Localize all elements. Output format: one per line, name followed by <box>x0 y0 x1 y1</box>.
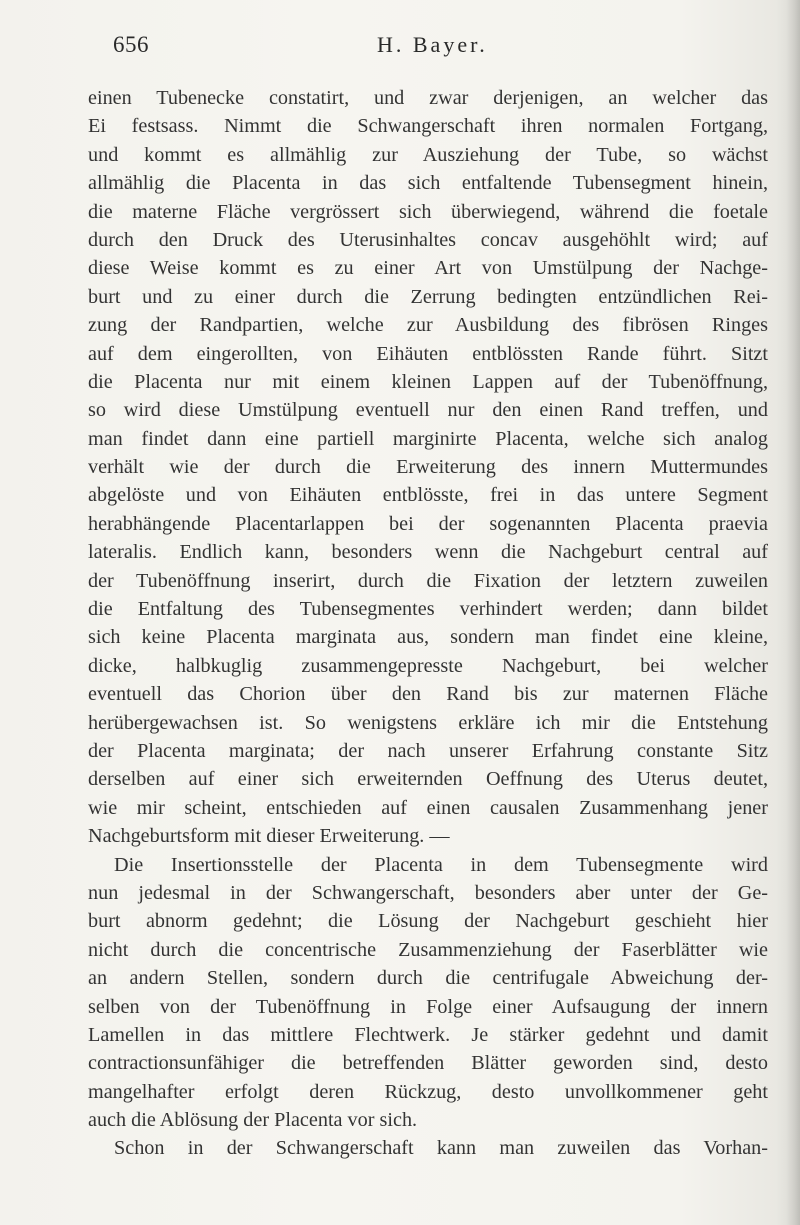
text-line: burt und zu einer durch die Zerrung bedingten entzündlichen Rei- <box>88 285 768 308</box>
text-line: abgelöste und von Eihäuten entblösste, frei in das untere Segment <box>88 484 768 507</box>
text-line: der Placenta marginata; der nach unserer Erfahrung constante Sitz <box>88 739 768 762</box>
text-line: eventuell das Chorion über den Rand bis zur maternen Fläche <box>88 683 768 706</box>
text-line: Lamellen in das mittlere Flechtwerk. Je stärker gedehnt und damit <box>88 1023 768 1046</box>
text-line: sich keine Placenta marginata aus, sondern man findet eine kleine, <box>88 626 768 649</box>
text-line: verhält wie der durch die Erweiterung des innern Muttermundes <box>88 456 768 479</box>
paragraph-end-line: Nachgeburtsform mit dieser Erweiterung. — <box>88 825 450 848</box>
text-line: einen Tubenecke constatirt, und zwar derjenigen, an welcher das <box>88 87 768 109</box>
text-line: derselben auf einer sich erweiternden Oeffnung des Uterus deutet, <box>88 768 768 791</box>
text-line: und kommt es allmählig zur Ausziehung der Tube, so wächst <box>88 143 768 166</box>
text-line: an andern Stellen, sondern durch die centrifugale Abweichung der- <box>88 967 768 990</box>
paragraph-start-line: Die Insertionsstelle der Placenta in dem Tubensegmente wird <box>114 853 768 876</box>
text-line: contractionsunfähiger die betreffenden Blätter geworden sind, desto <box>88 1052 768 1075</box>
text-line: nicht durch die concentrische Zusammenziehung der Faserblätter wie <box>88 938 768 961</box>
text-line: allmählig die Placenta in das sich entfaltende Tubensegment hinein, <box>88 172 768 195</box>
text-line: burt abnorm gedehnt; die Lösung der Nachgeburt geschieht hier <box>88 910 768 933</box>
text-line: herübergewachsen ist. So wenigstens erkläre ich mir die Entstehung <box>88 711 768 734</box>
text-line: Ei festsass. Nimmt die Schwangerschaft ihren normalen Fortgang, <box>88 115 768 138</box>
page-edge-shadow <box>786 0 800 1225</box>
paragraph-start-line: Schon in der Schwangerschaft kann man zuweilen das Vorhan- <box>114 1137 768 1160</box>
text-line: der Tubenöffnung inserirt, durch die Fixation der letztern zuweilen <box>88 569 768 592</box>
text-line: die Entfaltung des Tubensegmentes verhindert werden; dann bildet <box>88 598 768 621</box>
text-line: dicke, halbkuglig zusammengepresste Nachgeburt, bei welcher <box>88 654 768 677</box>
text-line: die materne Fläche vergrössert sich überwiegend, während die foetale <box>88 200 768 223</box>
paragraph-end-line: auch die Ablösung der Placenta vor sich. <box>88 1109 418 1132</box>
running-head: H. Bayer. <box>377 32 488 57</box>
text-line: man findet dann eine partiell marginirte Placenta, welche sich analog <box>88 427 768 450</box>
text-line: die Placenta nur mit einem kleinen Lappen auf der Tubenöffnung, <box>88 370 768 393</box>
text-line: durch den Druck des Uterusinhaltes concav ausgehöhlt wird; auf <box>88 228 768 251</box>
text-line: so wird diese Umstülpung eventuell nur den einen Rand treffen, und <box>88 399 768 422</box>
text-line: wie mir scheint, entschieden auf einen causalen Zusammenhang jener <box>88 796 768 819</box>
text-line: mangelhafter erfolgt deren Rückzug, desto unvollkommener geht <box>88 1080 768 1103</box>
text-line: lateralis. Endlich kann, besonders wenn die Nachgeburt central auf <box>88 541 768 564</box>
text-line: nun jedesmal in der Schwangerschaft, besonders aber unter der Ge- <box>88 881 768 904</box>
text-line: selben von der Tubenöffnung in Folge einer Aufsaugung der innern <box>88 995 768 1018</box>
text-line: auf dem eingerollten, von Eihäuten entblössten Rande führt. Sitzt <box>88 342 768 365</box>
page-header <box>0 32 800 62</box>
text-line: diese Weise kommt es zu einer Art von Umstülpung der Nachge- <box>88 257 768 280</box>
text-line: zung der Randpartien, welche zur Ausbildung des fibrösen Ringes <box>88 314 768 337</box>
page-number: 656 <box>113 32 149 57</box>
text-line: herabhängende Placentarlappen bei der sogenannten Placenta praevia <box>88 512 768 535</box>
body-text <box>88 84 768 1163</box>
